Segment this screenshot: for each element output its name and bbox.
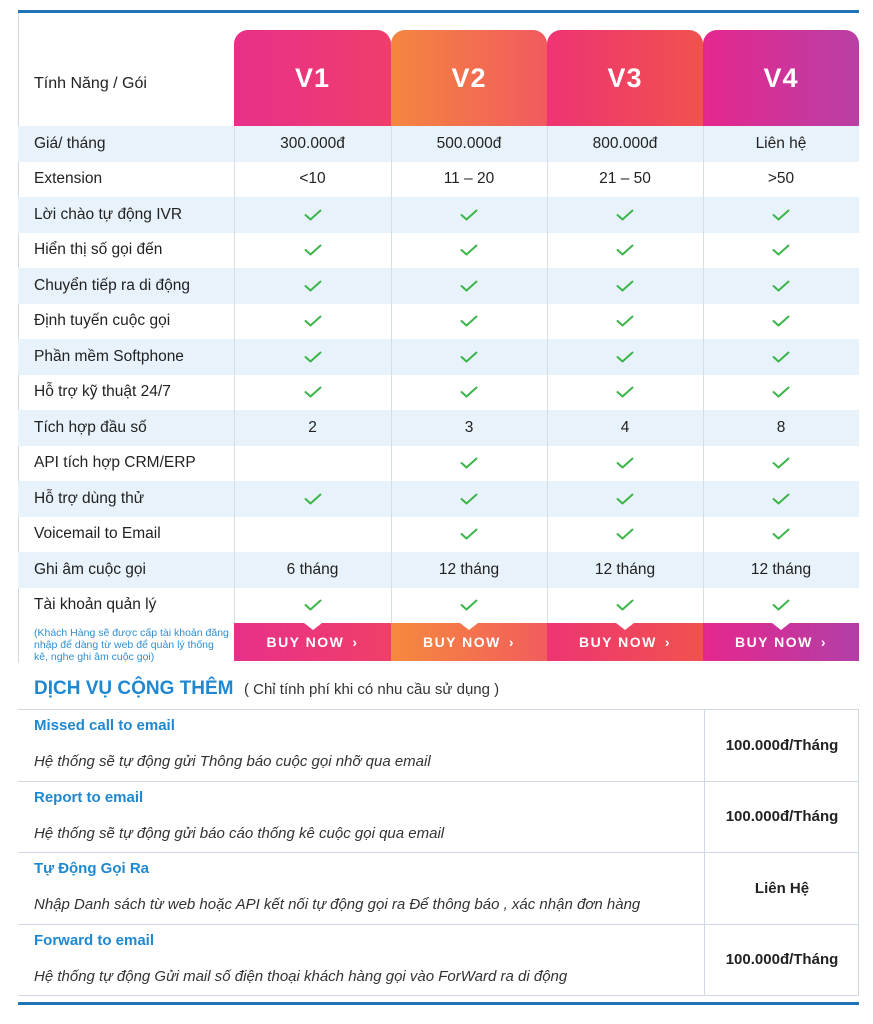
- feature-row: [18, 339, 859, 375]
- check-icon: [391, 197, 547, 233]
- check-icon: [703, 268, 859, 304]
- service-row: [18, 853, 859, 925]
- feature-row: [18, 197, 859, 233]
- buy-now-button-v2[interactable]: [391, 623, 547, 661]
- service-description: Hệ thống sẽ tự động gửi Thông báo cuộc gọi nhỡ qua email: [34, 753, 431, 770]
- service-price: Liên Hệ: [704, 853, 859, 924]
- column-divider: [234, 126, 235, 623]
- button-notch: [772, 623, 790, 630]
- feature-row: [18, 517, 859, 553]
- service-description: Nhập Danh sách từ web hoặc API kết nối tự động gọi ra Để thông báo , xác nhận đơn hàng: [34, 896, 641, 913]
- account-note: (Khách Hàng sẽ được cấp tài khoản đăng nhập để dàng từ web để quản lý thống kê, nghe ghi âm cuộc gọi): [34, 627, 229, 663]
- check-icon: [547, 233, 703, 269]
- check-icon: [234, 375, 391, 411]
- buy-now-button-v4[interactable]: [703, 623, 859, 661]
- check-icon: [234, 268, 391, 304]
- check-icon: [703, 304, 859, 340]
- column-divider: [547, 126, 548, 623]
- plan-header-v4: V4: [703, 30, 859, 126]
- check-icon: [391, 233, 547, 269]
- buy-row: [18, 623, 859, 661]
- check-icon: [391, 481, 547, 517]
- check-icon: [234, 197, 391, 233]
- buy-now-label: BUY NOW: [578, 634, 657, 650]
- feature-rows: [18, 126, 859, 623]
- feature-label: API tích hợp CRM/ERP: [34, 454, 196, 472]
- button-notch: [304, 623, 322, 630]
- check-icon: [547, 481, 703, 517]
- feature-label: Ghi âm cuộc gọi: [34, 560, 146, 578]
- feature-row: [18, 410, 859, 446]
- feature-row: [18, 233, 859, 269]
- feature-value: 12 tháng: [438, 560, 500, 578]
- check-icon: [547, 304, 703, 340]
- feature-row: [18, 375, 859, 411]
- feature-label: Lời chào tự động IVR: [34, 205, 183, 223]
- check-icon: [391, 375, 547, 411]
- check-icon: [391, 268, 547, 304]
- button-notch: [460, 623, 478, 630]
- service-name: Forward to email: [34, 931, 155, 949]
- service-description: Hệ thống tự động Gửi mail số điện thoại khách hàng gọi vào ForWard ra di động: [34, 967, 568, 985]
- feature-label: Hiển thị số gọi đến: [34, 241, 163, 259]
- pricing-header-row: [18, 13, 859, 126]
- buy-now-button-v1[interactable]: [234, 623, 391, 661]
- feature-row: [18, 162, 859, 198]
- feature-row: [18, 481, 859, 517]
- plan-header-v3: V3: [547, 30, 703, 126]
- feature-value: 300.000đ: [280, 134, 345, 152]
- check-icon: [703, 446, 859, 482]
- feature-value: 8: [776, 418, 786, 436]
- feature-value: 500.000đ: [436, 134, 502, 152]
- plan-header-v1: V1: [234, 30, 391, 126]
- services-right-border: [858, 709, 859, 995]
- check-icon: [547, 517, 703, 553]
- check-icon: [234, 233, 391, 269]
- check-icon: [234, 481, 391, 517]
- check-icon: [703, 517, 859, 553]
- column-divider: [391, 126, 392, 623]
- feature-label: Extension: [34, 170, 103, 188]
- buy-now-label: BUY NOW: [734, 634, 813, 650]
- check-icon: [703, 339, 859, 375]
- feature-label: Tài khoản quản lý: [34, 596, 157, 614]
- feature-label: Tích hợp đầu số: [34, 418, 147, 436]
- check-icon: [547, 446, 703, 482]
- feature-value: [234, 517, 391, 553]
- feature-row: [18, 268, 859, 304]
- feature-row: [18, 304, 859, 340]
- feature-value: <10: [299, 170, 326, 188]
- buy-now-button-v3[interactable]: [547, 623, 703, 661]
- service-description: Hệ thống sẽ tự động gửi báo cáo thống kê cuộc gọi qua email: [34, 824, 445, 842]
- feature-label: Giá/ tháng: [34, 134, 106, 152]
- buy-now-label: BUY NOW: [266, 634, 345, 650]
- check-icon: [703, 197, 859, 233]
- plan-header-v2: V2: [391, 30, 547, 126]
- feature-label: Chuyển tiếp ra di động: [34, 276, 190, 294]
- column-divider: [703, 126, 704, 623]
- feature-value: [234, 446, 391, 482]
- check-icon: [703, 233, 859, 269]
- check-icon: [391, 339, 547, 375]
- service-row: [18, 710, 859, 782]
- service-row: [18, 925, 859, 997]
- button-notch: [616, 623, 634, 630]
- check-icon: [391, 304, 547, 340]
- service-name: Tự Động Gọi Ra: [34, 860, 150, 877]
- feature-value: 21 – 50: [599, 170, 651, 188]
- feature-label: Hỗ trợ kỹ thuật 24/7: [34, 383, 171, 401]
- chevron-right-icon: ›: [664, 634, 672, 650]
- check-icon: [234, 588, 391, 624]
- service-name: Missed call to email: [34, 717, 175, 734]
- feature-value: 6 tháng: [286, 560, 339, 578]
- feature-value: >50: [767, 170, 795, 188]
- pricing-table: [18, 13, 859, 661]
- check-icon: [703, 375, 859, 411]
- check-icon: [391, 446, 547, 482]
- check-icon: [703, 481, 859, 517]
- service-price: 100.000đ/Tháng: [704, 782, 859, 853]
- feature-label: Voicemail to Email: [34, 525, 161, 543]
- check-icon: [703, 588, 859, 624]
- services-subheading: ( Chỉ tính phí khi có nhu cầu sử dụng ): [243, 681, 500, 698]
- service-price: 100.000đ/Tháng: [704, 925, 859, 996]
- check-icon: [391, 517, 547, 553]
- feature-row: [18, 552, 859, 588]
- services-title: [34, 678, 499, 700]
- feature-value: 3: [464, 418, 474, 436]
- bottom-rule: [18, 1002, 859, 1005]
- service-name: Report to email: [34, 788, 144, 806]
- feature-value: 4: [620, 418, 630, 436]
- feature-label: Định tuyến cuộc gọi: [34, 312, 171, 330]
- service-row: [18, 782, 859, 854]
- check-icon: [547, 588, 703, 624]
- check-icon: [234, 339, 391, 375]
- pricing-sheet: [18, 10, 859, 1005]
- check-icon: [234, 304, 391, 340]
- chevron-right-icon: ›: [508, 634, 516, 650]
- feature-label: Phần mềm Softphone: [34, 347, 184, 365]
- check-icon: [547, 375, 703, 411]
- check-icon: [547, 268, 703, 304]
- services-table: [18, 709, 859, 996]
- feature-label: Hỗ trợ dùng thử: [34, 489, 145, 507]
- chevron-right-icon: ›: [820, 634, 828, 650]
- buy-now-label: BUY NOW: [422, 634, 501, 650]
- chevron-right-icon: ›: [352, 634, 359, 650]
- feature-row: [18, 126, 859, 162]
- check-icon: [547, 197, 703, 233]
- check-icon: [391, 588, 547, 624]
- feature-value: Liên hệ: [755, 134, 807, 152]
- feature-column-header: Tính Năng / Gói: [34, 75, 147, 92]
- feature-value: 12 tháng: [750, 560, 812, 578]
- feature-value: 11 – 20: [443, 170, 495, 188]
- feature-value: 2: [308, 418, 317, 436]
- check-icon: [547, 339, 703, 375]
- feature-value: 12 tháng: [594, 560, 656, 578]
- feature-row: [18, 446, 859, 482]
- services-heading: DỊCH VỤ CỘNG THÊM: [34, 678, 234, 699]
- service-price: 100.000đ/Tháng: [704, 710, 859, 781]
- feature-value: 800.000đ: [592, 134, 658, 152]
- feature-row: [18, 588, 859, 624]
